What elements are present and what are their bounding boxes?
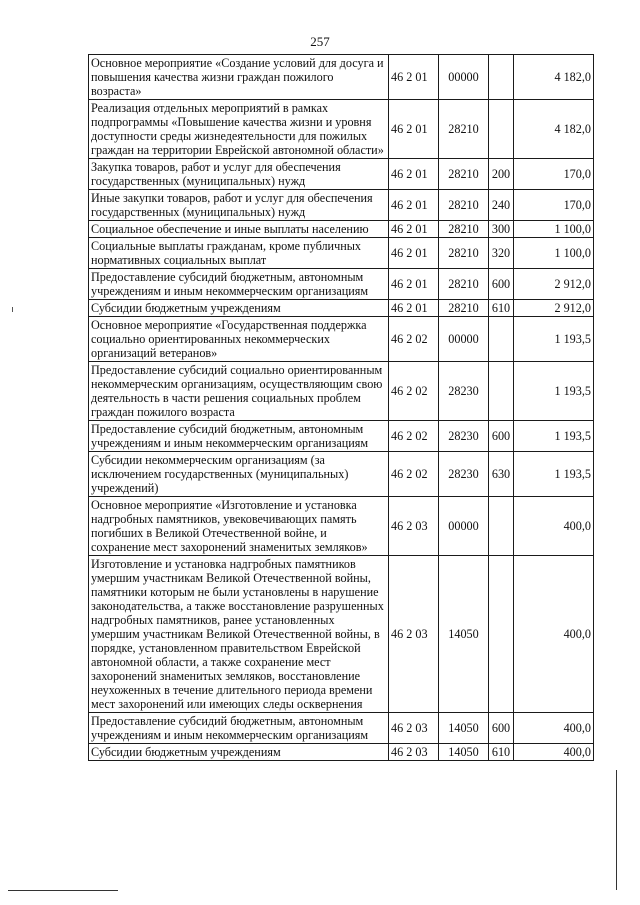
table-row bbox=[89, 221, 594, 238]
row-amount: 1 193,5 bbox=[514, 452, 594, 497]
row-amount: 2 912,0 bbox=[514, 269, 594, 300]
row-program-code: 46 2 01 bbox=[389, 300, 439, 317]
row-name: Предоставление субсидий социально ориентированным некоммерческим организациям, осуществляющим свою деятельность в части решения социальных проблем граждан пожилого возраста bbox=[89, 362, 389, 421]
row-direction-code: 14050 bbox=[439, 713, 489, 744]
row-amount: 4 182,0 bbox=[514, 55, 594, 100]
row-direction-code: 00000 bbox=[439, 55, 489, 100]
row-program-code: 46 2 02 bbox=[389, 421, 439, 452]
table-row bbox=[89, 497, 594, 556]
table-row bbox=[89, 238, 594, 269]
row-expense-type: 600 bbox=[489, 269, 514, 300]
row-direction-code: 28210 bbox=[439, 159, 489, 190]
row-expense-type: 600 bbox=[489, 421, 514, 452]
row-amount: 1 193,5 bbox=[514, 362, 594, 421]
row-program-code: 46 2 01 bbox=[389, 159, 439, 190]
page-number: 257 bbox=[310, 34, 330, 49]
row-amount: 400,0 bbox=[514, 556, 594, 713]
row-name: Основное мероприятие «Изготовление и установка надгробных памятников, увековечивающих память погибших в Великой Отечественной войне, и сохранение мест захоронений знаменитых земляков» bbox=[89, 497, 389, 556]
budget-table-body bbox=[89, 55, 594, 761]
table-row bbox=[89, 713, 594, 744]
row-expense-type: 630 bbox=[489, 452, 514, 497]
row-amount: 1 100,0 bbox=[514, 221, 594, 238]
row-name: Основное мероприятие «Государственная поддержка социально ориентированных некоммерческих организаций ветеранов» bbox=[89, 317, 389, 362]
table-row bbox=[89, 362, 594, 421]
row-name: Субсидии некоммерческим организациям (за исключением государственных (муниципальных) учреждений) bbox=[89, 452, 389, 497]
budget-table bbox=[88, 54, 594, 761]
row-direction-code: 28210 bbox=[439, 300, 489, 317]
table-row bbox=[89, 190, 594, 221]
row-direction-code: 28210 bbox=[439, 100, 489, 159]
row-direction-code: 14050 bbox=[439, 556, 489, 713]
table-row bbox=[89, 269, 594, 300]
row-expense-type bbox=[489, 317, 514, 362]
row-name: Субсидии бюджетным учреждениям bbox=[89, 300, 389, 317]
footer-rule bbox=[8, 890, 118, 891]
row-program-code: 46 2 01 bbox=[389, 190, 439, 221]
row-direction-code: 28230 bbox=[439, 421, 489, 452]
row-amount: 1 100,0 bbox=[514, 238, 594, 269]
row-amount: 4 182,0 bbox=[514, 100, 594, 159]
row-direction-code: 14050 bbox=[439, 744, 489, 761]
row-expense-type bbox=[489, 556, 514, 713]
row-direction-code: 28210 bbox=[439, 221, 489, 238]
row-program-code: 46 2 02 bbox=[389, 362, 439, 421]
row-program-code: 46 2 01 bbox=[389, 269, 439, 300]
row-direction-code: 00000 bbox=[439, 497, 489, 556]
table-row bbox=[89, 159, 594, 190]
row-name: Социальные выплаты гражданам, кроме публичных нормативных социальных выплат bbox=[89, 238, 389, 269]
row-amount: 1 193,5 bbox=[514, 317, 594, 362]
row-name: Иные закупки товаров, работ и услуг для обеспечения государственных (муниципальных) нужд bbox=[89, 190, 389, 221]
row-direction-code: 28210 bbox=[439, 269, 489, 300]
row-name: Предоставление субсидий бюджетным, автономным учреждениям и иным некоммерческим организациям bbox=[89, 421, 389, 452]
scan-mark bbox=[12, 307, 13, 312]
row-program-code: 46 2 01 bbox=[389, 238, 439, 269]
row-expense-type bbox=[489, 100, 514, 159]
row-amount: 400,0 bbox=[514, 713, 594, 744]
row-direction-code: 28230 bbox=[439, 452, 489, 497]
row-name: Реализация отдельных мероприятий в рамках подпрограммы «Повышение качества жизни и уровня доступности среды жизнедеятельности для пожилых граждан на территории Еврейской автономной области» bbox=[89, 100, 389, 159]
row-program-code: 46 2 03 bbox=[389, 497, 439, 556]
row-direction-code: 28210 bbox=[439, 238, 489, 269]
row-amount: 170,0 bbox=[514, 190, 594, 221]
row-amount: 400,0 bbox=[514, 744, 594, 761]
row-direction-code: 28230 bbox=[439, 362, 489, 421]
row-expense-type: 240 bbox=[489, 190, 514, 221]
table-row bbox=[89, 100, 594, 159]
row-name: Закупка товаров, работ и услуг для обеспечения государственных (муниципальных) нужд bbox=[89, 159, 389, 190]
row-amount: 1 193,5 bbox=[514, 421, 594, 452]
row-expense-type: 320 bbox=[489, 238, 514, 269]
row-name: Предоставление субсидий бюджетным, автономным учреждениям и иным некоммерческим организациям bbox=[89, 269, 389, 300]
row-program-code: 46 2 03 bbox=[389, 713, 439, 744]
row-program-code: 46 2 01 bbox=[389, 100, 439, 159]
row-name: Социальное обеспечение и иные выплаты населению bbox=[89, 221, 389, 238]
row-program-code: 46 2 03 bbox=[389, 744, 439, 761]
row-expense-type: 300 bbox=[489, 221, 514, 238]
table-row bbox=[89, 300, 594, 317]
row-expense-type: 200 bbox=[489, 159, 514, 190]
row-name: Изготовление и установка надгробных памятников умершим участникам Великой Отечественной войны, памятники которым не были установлены в нарушение законодательства, а также восстановление разрушенных надгробных памятников, ранее установленных умершим участникам Великой Отечественной войны, в порядке, установленном правительством Еврейской автономной области, а также сохранение мест захоронений знаменитых земляков, восстановление неухоженных в течение длительного периода времени мест захоронений или имеющих следы осквернения bbox=[89, 556, 389, 713]
table-row bbox=[89, 317, 594, 362]
row-expense-type bbox=[489, 497, 514, 556]
row-program-code: 46 2 01 bbox=[389, 221, 439, 238]
row-program-code: 46 2 02 bbox=[389, 452, 439, 497]
row-name: Предоставление субсидий бюджетным, автономным учреждениям и иным некоммерческим организациям bbox=[89, 713, 389, 744]
row-amount: 170,0 bbox=[514, 159, 594, 190]
row-expense-type: 610 bbox=[489, 744, 514, 761]
row-expense-type: 610 bbox=[489, 300, 514, 317]
table-row bbox=[89, 556, 594, 713]
row-program-code: 46 2 01 bbox=[389, 55, 439, 100]
table-row bbox=[89, 744, 594, 761]
table-row bbox=[89, 452, 594, 497]
row-program-code: 46 2 03 bbox=[389, 556, 439, 713]
row-direction-code: 28210 bbox=[439, 190, 489, 221]
row-name: Субсидии бюджетным учреждениям bbox=[89, 744, 389, 761]
row-name: Основное мероприятие «Создание условий для досуга и повышения качества жизни граждан пожилого возраста» bbox=[89, 55, 389, 100]
row-expense-type bbox=[489, 55, 514, 100]
table-row bbox=[89, 421, 594, 452]
row-expense-type: 600 bbox=[489, 713, 514, 744]
row-amount: 400,0 bbox=[514, 497, 594, 556]
table-row bbox=[89, 55, 594, 100]
row-program-code: 46 2 02 bbox=[389, 317, 439, 362]
scan-margin-line bbox=[616, 770, 617, 890]
row-expense-type bbox=[489, 362, 514, 421]
row-direction-code: 00000 bbox=[439, 317, 489, 362]
row-amount: 2 912,0 bbox=[514, 300, 594, 317]
